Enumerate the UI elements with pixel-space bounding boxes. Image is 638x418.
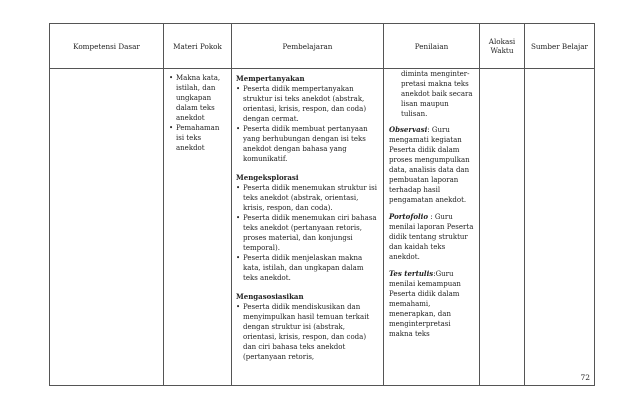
assessment-text: Guru menilai laporan Peserta didik tentang struktur dan kaidah teks anekdot.: [389, 213, 474, 261]
header-row: [50, 24, 595, 69]
assessment-label: Observasi: [389, 125, 428, 134]
page-number: 72: [580, 373, 590, 382]
activity-item: • Peserta didik mendiskusikan dan menyimpulkan hasil temuan terkait dengan struktur isi (abstrak, orientasi, krisis, respon, dan coda) dan ciri bahasa teks anekdot (pertanyaan retoris,: [236, 302, 379, 362]
assessment-label: Portofolio: [389, 212, 429, 221]
assessment-continuation: diminta menginter-pretasi makna teks anekdot baik secara lisan maupun tulisan.: [401, 70, 473, 118]
materi-item: • Pemahaman isi teks anekdot: [169, 123, 229, 153]
activity-item: • Peserta didik membuat pertanyaan yang berhubungan dengan isi teks anekdot dengan bahasa yang komunikatif.: [236, 124, 379, 164]
table-row: [50, 69, 595, 386]
assessment-label: Tes tertulis: [389, 269, 434, 278]
assessment-tes-tertulis: Tes tertulis:Guru menilai kemampuan Peserta didik dalam memahami, menerapkan, dan menginterpretasi makna teks: [389, 269, 461, 338]
cell-pembelajaran: [232, 69, 384, 386]
activity-item: • Peserta didik menemukan struktur isi teks anekdot (abstrak, orientasi, krisis, respon, dan coda).: [236, 183, 379, 213]
header-pembelajaran: Pembelajaran: [232, 24, 384, 69]
assessment-portofolio: Portofolio : Guru menilai laporan Peserta didik tentang struktur dan kaidah teks anekdot.: [389, 212, 474, 261]
assessment-text: Guru menilai kemampuan Peserta didik dalam memahami, menerapkan, dan menginterpretasi makna teks: [389, 270, 461, 338]
cell-alokasi-waktu: [480, 69, 525, 386]
cell-kompetensi-dasar: [50, 69, 164, 386]
header-materi-pokok: Materi Pokok: [164, 24, 232, 69]
assessment-text: Guru mengamati kegiatan Peserta didik dalam proses mengumpulkan data, analisis data dan pembuatan laporan terhadap hasil pengamatan anekdot.: [389, 126, 470, 204]
activity-item: • Peserta didik menemukan ciri bahasa teks anekdot (pertanyaan retoris, proses material, dan konjungsi temporal).: [236, 213, 379, 253]
assessment-observasi: Observasi: Guru mengamati kegiatan Peserta didik dalam proses mengumpulkan data, analisis data dan pembuatan laporan terhadap hasil pengamatan anekdot.: [389, 125, 470, 204]
section-title: Mengeksplorasi: [236, 173, 299, 182]
header-penilaian: Penilaian: [384, 24, 480, 69]
header-kompetensi-dasar: Kompetensi Dasar: [50, 24, 164, 69]
section-title: Mengasosiasikan: [236, 292, 304, 301]
cell-penilaian: [384, 69, 480, 386]
lesson-plan-table: [49, 23, 595, 386]
section-title: Mempertanyakan: [236, 74, 305, 83]
header-sumber-belajar: Sumber Belajar: [525, 24, 595, 69]
cell-materi-pokok: [164, 69, 232, 386]
cell-sumber-belajar: [525, 69, 595, 386]
materi-item: • Makna kata, istilah, dan ungkapan dalam teks anekdot: [169, 73, 229, 123]
header-alokasi-waktu: Alokasi Waktu: [480, 24, 525, 69]
activity-item: • Peserta didik mempertanyakan struktur isi teks anekdot (abstrak, orientasi, krisis, respon, dan coda) dengan cermat.: [236, 84, 379, 124]
activity-item: • Peserta didik menjelaskan makna kata, istilah, dan ungkapan dalam teks anekdot.: [236, 253, 379, 283]
